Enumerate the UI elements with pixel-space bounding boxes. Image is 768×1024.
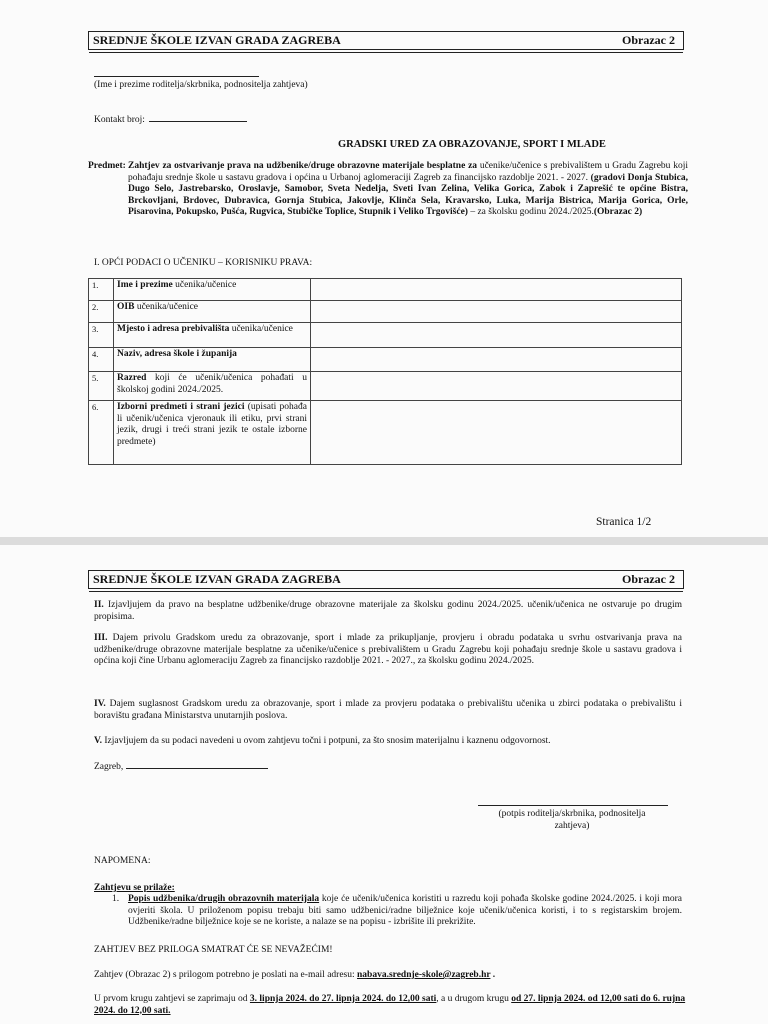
table-row [89,372,682,401]
parent-name-line[interactable] [94,76,259,77]
row-label: Ime i prezime učenika/učenice [114,279,311,301]
office-title: GRADSKI URED ZA OBRAZOVANJE, SPORT I MLADE [338,139,606,150]
attachment-number: 1. [112,894,120,904]
grade-cell[interactable] [311,372,682,401]
table-row [89,348,682,372]
email-link[interactable]: nabava.srednje-skole@zagreb.hr [357,970,491,980]
form-number: Obrazac 2 [622,572,675,586]
contact-field [94,115,247,127]
place-label: Zagreb, [94,762,124,772]
signature-caption: (potpis roditelja/skrbnika, podnositelja zahtjeva) [498,809,646,831]
signature-line[interactable] [478,805,668,806]
attachments-title: Zahtjevu se prilaže: [94,883,175,893]
row-label: Razred koji će učenik/učenica pohađati u školskoj godini 2024./2025. [114,372,311,401]
table-row [89,401,682,465]
section-1-title: I. OPĆI PODACI O UČENIKU – KORISNIKU PRAVA: [94,258,313,268]
form-page-2 [0,545,768,1024]
student-oib-cell[interactable] [311,301,682,323]
statement-ii: II. Izjavljujem da pravo na besplatne udžbenike/druge obrazovne materijale za školsku godinu 2024./2025. učenik/učenica ne ostvaruje po drugim propisima. [94,600,682,622]
header-title: SREDNJE ŠKOLE IZVAN GRADA ZAGREBA [93,33,341,47]
row-label: OIB učenika/učenice [114,301,311,323]
subject-bold: Zahtjev za ostvarivanje prava na udžbenike/druge obrazovne materijale besplatne za [128,161,478,171]
subject-year: – za školsku godinu 2024./2025. [470,207,594,217]
statement-iii: III. Dajem privolu Gradskom uredu za obrazovanje, sport i mlade za prikupljanje, provjeru i obradu podataka u svrhu ostvarivanja prava na udžbenike/druge obrazovne materijale besplatne za učenike/učenice s prebivalištem u Gradu Zagrebu koji pohađaju srednje škole u sastavu gradova i općina koji čine Urbanu aglomeraciju Zagreb za financijsko razdoblje 2021. - 2027., za školsku godinu 2024./2025. [94,633,683,666]
note-title: NAPOMENA: [94,856,151,866]
table-row [89,301,682,323]
row-number: 6. [89,401,114,465]
student-data-table [88,278,682,465]
row-label: Mjesto i adresa prebivališta učenika/učenice [114,323,311,348]
school-cell[interactable] [311,348,682,372]
row-label: Naziv, adresa škole i županija [114,348,311,372]
subject-cities: (gradovi Donja Stubica, Dugo Selo, Jastrebarsko, Oroslavje, Samobor, Sveta Nedelja, Sveti Ivan Zelina, Velika Gorica, Zabok i Zaprešić te općine Bistra, Brckovljani, Brdovec, Dubravica, Gornja Stubica, Jakovlje, Klinča Sela, Kravarsko, Luka, Marija Bistrica, Marija Gorica, Orle, Pisarovina, Pokupsko, Pušća, Rugvica, Stubičke Toplice, Stupnik i Veliko Trgovišće) [128,172,688,217]
row-number: 1. [89,279,114,301]
row-label: Izborni predmeti i strani jezici (upisati pohađa li učenik/učenica vjeronauk ili etiku, prvi strani jezik, drugi i treći strani jezik te ostale izborne predmete) [114,401,311,465]
row-number: 3. [89,323,114,348]
page-header [88,570,684,589]
student-address-cell[interactable] [311,323,682,348]
subject-tail: (Obrazac 2) [593,207,643,217]
contact-label: Kontakt broj: [94,115,145,125]
row-number: 2. [89,301,114,323]
header-title: SREDNJE ŠKOLE IZVAN GRADA ZAGREBA [93,572,341,586]
table-row [89,323,682,348]
electives-cell[interactable] [311,401,682,465]
place-date-field [94,762,268,774]
submission-rounds: U prvom krugu zahtjevi se zaprimaju od 3. lipnja 2024. do 27. lipnja 2024. do 12,00 sati, a u drugom krugu od 27. lipnja 2024. od 12,00 sati do 6. rujna 2024. do 12,00 sati. [94,994,686,1016]
statement-v: V. Izjavljujem da su podaci navedeni u ovom zahtjevu točni i potpuni, za što snosim materijalnu i kaznenu odgovornost. [94,736,551,746]
page-number: Stranica 1/2 [596,516,652,528]
statement-iv: IV. Dajem suglasnost Gradskom uredu za obrazovanje, sport i mlade za provjeru podataka o prebivalištu učenika u zbirci podataka o prebivalištu i boravištu građana Ministarstva unutarnjih poslova. [94,699,683,721]
row-number: 5. [89,372,114,401]
round-1-dates: 3. lipnja 2024. do 27. lipnja 2024. do 12,00 sati [249,994,437,1004]
subject-label: Predmet: [88,161,126,171]
subject-text [128,161,688,219]
invalid-notice: ZAHTJEV BEZ PRILOGA SMATRAT ĆE SE NEVAŽEĆIM! [94,945,333,955]
round-2-dates: od 27. lipnja 2024. od 12,00 sati do 6. rujna 2024. do 12,00 sati. [94,994,686,1016]
student-name-cell[interactable] [311,279,682,301]
email-instruction: Zahtjev (Obrazac 2) s prilogom potrebno je poslati na e-mail adresu: nabava.srednje-skole@zagreb.hr . [94,970,496,980]
page-header [88,31,684,50]
row-number: 4. [89,348,114,372]
subject-normal: učenike/učenice s prebivalištem u Gradu Zagrebu koji pohađaju srednje škole u sastavu gradova i općina u Urbanoj aglomeraciji Zagreb za financijsko razdoblje 2021. - 2027. [128,161,688,183]
attachment-item: Popis udžbenika/drugih obrazovnih materijala koje će učenik/učenica koristiti u razredu koji pohađa školske godine 2024./2025. i koji mora ovjeriti škola. U priloženom popisu trebaju biti samo udžbenici/radne bilježnice koje učenik/učenica koristi, i to s registarskim brojem. Udžbenike/radne bilježnice koje se ne koriste, a nalaze se na popisu - izbrišite ili prekrižite. [128,894,682,927]
form-number: Obrazac 2 [622,33,675,47]
table-row [89,279,682,301]
parent-name-caption: (Ime i prezime roditelja/skrbnika, podnositelja zahtjeva) [94,80,308,90]
date-input-line[interactable] [126,768,268,769]
contact-input-line[interactable] [149,121,247,122]
